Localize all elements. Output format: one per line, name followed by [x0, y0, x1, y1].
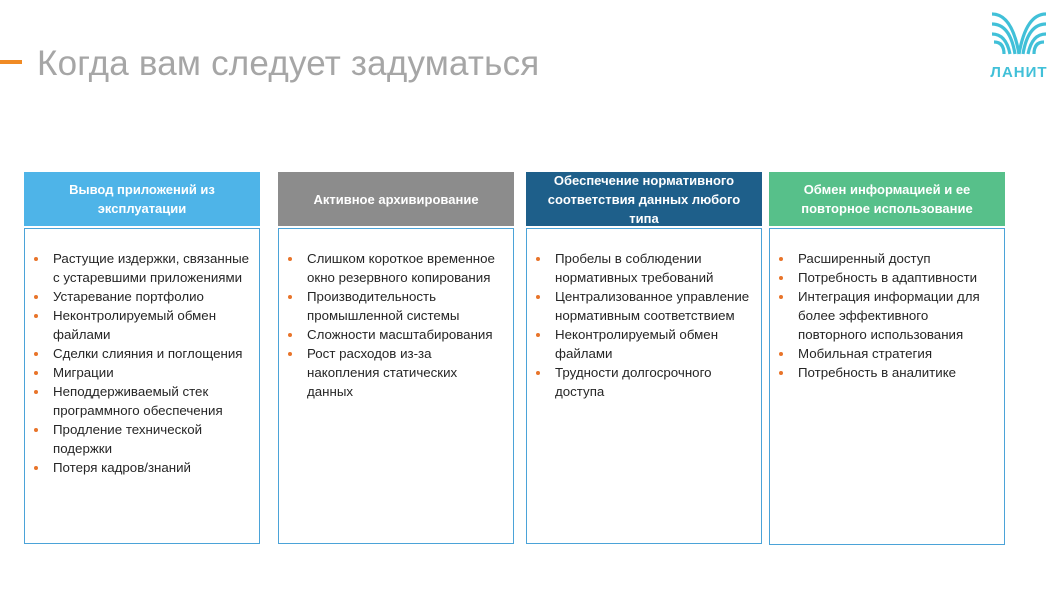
column-header: Вывод приложений из эксплуатации [24, 172, 260, 226]
lanit-logo [986, 8, 1052, 82]
column-body [526, 228, 762, 544]
list-item: Сделки слияния и поглощения [53, 344, 251, 363]
list-item: Пробелы в соблюдении нормативных требований [555, 249, 753, 287]
column-header: Обеспечение нормативного соответствия данных любого типа [526, 172, 762, 226]
list-item: Потеря кадров/знаний [53, 458, 251, 477]
list-item: Централизованное управление нормативным соответствием [555, 287, 753, 325]
bullet-list [25, 229, 259, 477]
title-accent-bar [0, 60, 22, 64]
lanit-logo-icon [990, 8, 1048, 58]
bullet-list [279, 229, 513, 401]
list-item: Неконтролируемый обмен файлами [53, 306, 251, 344]
list-item: Рост расходов из-за накопления статических данных [307, 344, 505, 401]
list-item: Расширенный доступ [798, 249, 996, 268]
column-body [24, 228, 260, 544]
list-item: Миграции [53, 363, 251, 382]
list-item: Потребность в аналитике [798, 363, 996, 382]
bullet-list [527, 229, 761, 401]
column-app-retirement [24, 172, 260, 475]
logo-text: ЛАНИТ [990, 64, 1048, 81]
column-information-sharing [769, 172, 1005, 380]
column-body [769, 228, 1005, 545]
column-compliance [526, 172, 762, 399]
list-item: Сложности масштабирования [307, 325, 505, 344]
list-item: Производительность промышленной системы [307, 287, 505, 325]
column-header: Обмен информацией и ее повторное использование [769, 172, 1005, 226]
list-item: Растущие издержки, связанные с устаревшими приложениями [53, 251, 250, 285]
list-item: Неконтролируемый обмен файлами [555, 325, 753, 363]
column-header: Активное архивирование [278, 172, 514, 226]
column-body [278, 228, 514, 544]
list-item: Интеграция информации для более эффективного повторного использования [798, 287, 996, 344]
list-item: Продление технической подержки [53, 420, 251, 458]
list-item: Неподдерживаемый стек программного обеспечения [53, 382, 251, 420]
list-item: Мобильная стратегия [798, 344, 996, 363]
list-item: Слишком короткое временное окно резервного копирования [307, 249, 505, 287]
list-item: Потребность в адаптивности [798, 268, 996, 287]
list-item: Трудности долгосрочного доступа [555, 363, 753, 401]
list-item: Устаревание портфолио [53, 287, 251, 306]
slide-title: Когда вам следует задуматься [37, 44, 540, 83]
bullet-list [770, 229, 1004, 382]
column-active-archiving [278, 172, 514, 399]
